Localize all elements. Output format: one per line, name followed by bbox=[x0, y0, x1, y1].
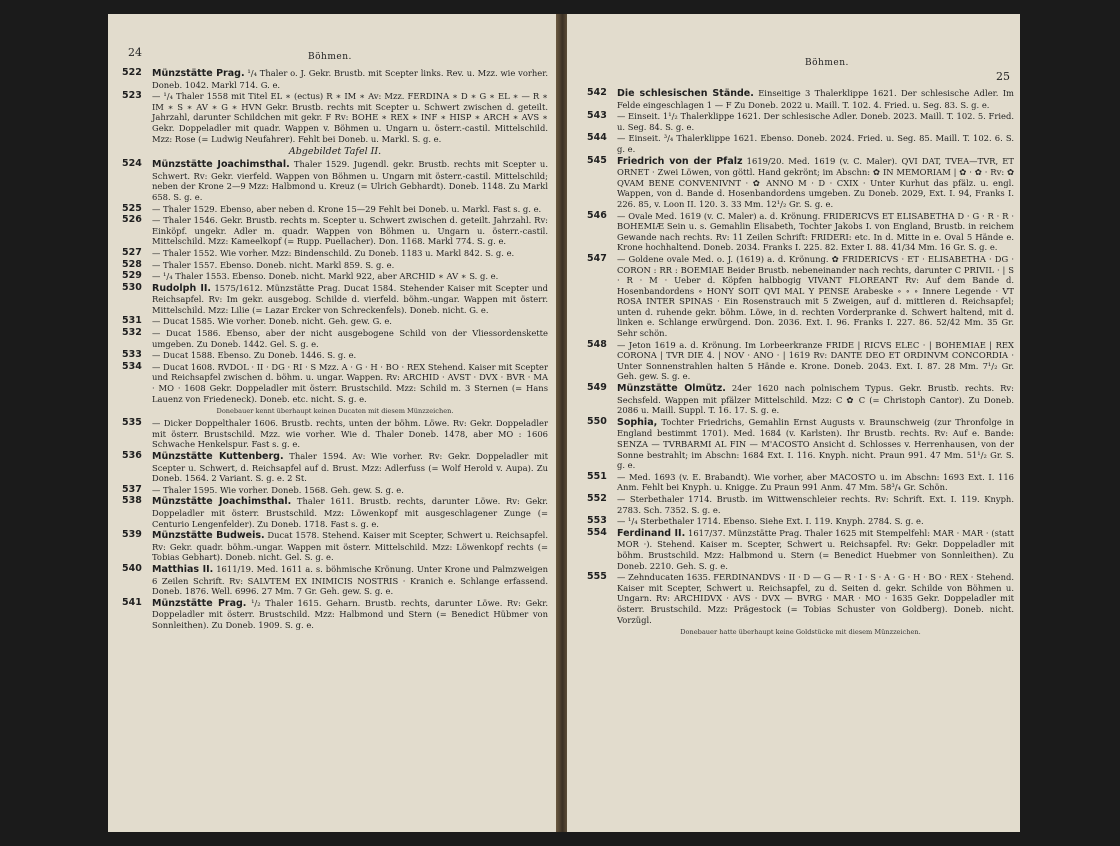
catalogue-entry bbox=[587, 88, 1014, 110]
entry-text: — Ducat 1608. RVDOL · II · DG · RI · S Mzz. A · G · H · BO · REX Stehend. Kaiser mit Scepter und Reichsapfel zwischen d. böhm. u. ungar. Wappen. Rv: ARCHID · AVST · DVX · BVR · MA · MO · 1608 Gekr. Doppeladler mit österr. Brustschild. Mzz: Schild m. 3 Sternen (= Hans Lauenz von Friedeneck). Doneb. etc. nicht. S. g. e. bbox=[152, 361, 548, 404]
entry-text: — Ducat 1588. Ebenso. Zu Doneb. 1446. S. g. e. bbox=[152, 350, 357, 361]
entry-heading: Münzstätte Prag. bbox=[152, 68, 245, 79]
entry-number: 553 bbox=[587, 515, 607, 527]
entry-text: Thaler 1529. Jugendl. gekr. Brustb. rechts mit Scepter u. Schwert. Rv: Gekr. vierfeld. Wappen von Böhmen u. Ungarn mit österr.-castil. Mittelschild; neben der Krone 2—9 Mzz: Halbmond u. Kreuz (= Ulrich Gebhardt). Doneb. 1148. Zu Markl 658. S. g. e. bbox=[152, 159, 548, 202]
catalogue-entry bbox=[122, 350, 548, 361]
catalogue-entries bbox=[587, 88, 1014, 636]
entry-number: 542 bbox=[587, 87, 607, 98]
entry-number: 538 bbox=[122, 495, 142, 507]
catalogue-entry bbox=[122, 260, 548, 271]
catalogue-entry bbox=[122, 248, 548, 259]
entry-number: 528 bbox=[122, 258, 142, 270]
catalogue-entry bbox=[122, 496, 548, 529]
entry-text: — Zehnducaten 1635. FERDINANDVS · II · D — G — R · I · S · A · G · H · BO · REX · Stehend. Kaiser mit Scepter, Schwert u. Reichsapfel, zu d. Seiten d. gekr. Schilde von Böhmen u. Ungarn. Rv: ARCHIDVX · AVS · DVX — BVRG · MAR · MO · 1635 Gekr. Doppeladler mit österr. Brustschild. Mzz: Prägestock (= Tobias Schuster von Goldberg). Doneb. nicht. Vorzügl. bbox=[617, 572, 1014, 625]
catalogue-entry bbox=[122, 68, 548, 90]
entry-number: 543 bbox=[587, 110, 607, 122]
catalogue-entry bbox=[122, 530, 548, 563]
catalogue-entry bbox=[122, 328, 548, 349]
entry-text: — Med. 1693 (v. E. Brabandt). Wie vorher, aber MACOSTO u. im Abschn: 1693 Ext. I. 116 Anm. Fehlt bei Knyph. u. Knigge. Zu Praun 991 Anm. 47 Mm. 58³/₄ Gr. Schön. bbox=[617, 471, 1014, 493]
catalogue-entries bbox=[122, 68, 548, 631]
entry-text: — Thaler 1557. Ebenso. Doneb. nicht. Markl 859. S. g. e. bbox=[152, 259, 395, 270]
page-number: 25 bbox=[996, 70, 1010, 83]
entry-number: 535 bbox=[122, 417, 142, 429]
entry-number: 555 bbox=[587, 571, 607, 583]
entry-text: — Thaler 1595. Wie vorher. Doneb. 1568. Geh. gew. S. g. e. bbox=[152, 484, 404, 495]
entry-number: 549 bbox=[587, 382, 607, 394]
entry-number: 531 bbox=[122, 315, 142, 327]
catalogue-entry bbox=[587, 111, 1014, 132]
entry-text: — Thaler 1529. Ebenso, aber neben d. Krone 15—29 Fehlt bei Doneb. u. Markl. Fast s. g. e. bbox=[152, 203, 542, 214]
entry-number: 534 bbox=[122, 360, 142, 372]
entry-number: 527 bbox=[122, 246, 142, 258]
entry-text: — Jeton 1619 a. d. Krönung. Im Lorbeerkranze FRIDE | RICVS ELEC · | BOHEMIAE | REX CORONA | TVR DIE 4. | NOV · ANO · | 1619 Rv: DANTE DEO ET ORDINVM CONCORDIA · Unter Sonnenstrahlen halten 5 Hände e. Krone. Doneb. 2043. Ext. I. 87. 28 Mm. 7¹/₂ Gr. Geh. gew. S. g. e. bbox=[617, 339, 1014, 382]
entry-number: 548 bbox=[587, 338, 607, 350]
entry-heading: Die schlesischen Stände. bbox=[617, 88, 754, 99]
entry-number: 554 bbox=[587, 526, 607, 538]
catalogue-entry bbox=[587, 572, 1014, 625]
catalogue-entry bbox=[122, 564, 548, 597]
entry-heading: Münzstätte Joachimsthal. bbox=[152, 496, 292, 508]
catalogue-entry bbox=[122, 598, 548, 631]
entry-heading: Sophia, bbox=[617, 416, 658, 428]
entry-text: ¹/₂ Thaler 1615. Geharn. Brustb. rechts, darunter Löwe. Rv: Gekr. Doppeladler mit österr. Brustschild. Mzz: Halbmond und Stern (= Benedict Hübmer von Sonnleithen). Zu Doneb. 1909. S. g. e. bbox=[152, 597, 548, 630]
entry-heading: Ferdinand II. bbox=[617, 527, 686, 539]
entry-text: Thaler 1611. Brustb. rechts, darunter Löwe. Rv: Gekr. Doppeladler mit österr. Brustschild. Mzz: Löwenkopf mit ausgeschlagener Zunge (= Centurio Lengenfelder). Zu Doneb. 1718. Fast s. g. e. bbox=[152, 496, 548, 529]
entry-heading: Matthias II. bbox=[152, 563, 214, 575]
entry-number: 541 bbox=[122, 596, 142, 608]
catalogue-entry bbox=[122, 451, 548, 484]
entry-text: — ¹/₄ Thaler 1558 mit Titel EL ∗ (ectus) R ∗ IM ∗ Av: Mzz. FERDINA ∗ D ∗ G ∗ EL ∗ — R ∗ IM ∗ S ∗ AV ∗ G ∗ HVN Gekr. Brustb. rechts mit Scepter u. Schwert zwischen d. geteilt. Jahrzahl, darunter Schildchen mit gekr. F Rv: BOHE ∗ REX ∗ INF ∗ HISP ∗ ARCH ∗ AVS ∗ Gekr. Doppeladler mit quadr. Wappen v. Böhmen u. Ungarn u. österr.-castil. Mittelschild. Mzz: Rose (= Ludwig Neufahrer). Fehlt bei Doneb. u. Markl. S. g. e. bbox=[152, 91, 548, 144]
entry-number: 550 bbox=[587, 415, 607, 427]
entry-number: 532 bbox=[122, 327, 142, 339]
entry-text: — Ducat 1586. Ebenso, aber der nicht ausgebogene Schild von der Vliessordenskette umgeben. Zu Doneb. 1442. Gel. S. g. e. bbox=[152, 328, 548, 349]
entry-number: 544 bbox=[587, 132, 607, 144]
running-head: Böhmen. bbox=[308, 52, 352, 62]
entry-number: 537 bbox=[122, 483, 142, 495]
entry-number: 523 bbox=[122, 90, 142, 102]
catalogue-entry bbox=[122, 418, 548, 450]
entry-heading: Rudolph II. bbox=[152, 282, 211, 294]
entry-text: 24er 1620 nach polnischem Typus. Gekr. Brustb. rechts. Rv: Sechsfeld. Wappen mit pfälzer Mittelschild. Mzz: C ✿ C (= Christoph Cantor). Zu Doneb. 2086 u. Maill. Suppl. T. 16. 17. S. g. e. bbox=[617, 383, 1014, 416]
entry-number: 533 bbox=[122, 349, 142, 361]
entry-text: — Ovale Med. 1619 (v. C. Maler) a. d. Krönung. FRIDERICVS ET ELISABETHA D · G · R · R · BOHEMIÆ Sein u. s. Gemahlin Elisabeth, Tochter Jakobs I. von England, Brustb. in reichem Gewande nach rechts. Rv: 11 Zeilen Schrift: FRIDERI: etc. In d. Mitte in e. Oval 5 Hände e. Krone hochhaltend. Doneb. 2034. Franks I. 225. 82. Exter I. 88. 41/34 Mm. 16 Gr. S. g. e. bbox=[617, 210, 1014, 253]
entry-text: — Goldene ovale Med. o. J. (1619) a. d. Krönung. ✿ FRIDERICVS · ET · ELISABETHA · DG · CORON : RR : BOEMIAE Beider Brustb. nebeneinander nach rechts, darunter C PRIVIL · | S · R · M · Ueber d. Köpfen halbbogig VIVANT FLOREANT Rv: Auf dem Bande d. Hosenbandordens ∘ HONY SOIT QVI MAL Y PENSE Arabeske ∘ ∘ ∘ Innere Legende · VT ROSA INTER SPINAS · Ein Rosenstrauch mit 5 Zweigen, auf d. mittleren d. Reichsapfel; unten d. ruhende gekr. böhm. Löwe, in d. rechten Vorderpranke d. Schwert haltend, mit d. linken e. Schlange erwürgend. Don. 2036. Ext. I. 96. Franks I. 227. 86. 52/42 Mm. 35 Gr. Sehr schön. bbox=[617, 253, 1014, 339]
entry-number: 551 bbox=[587, 470, 607, 482]
entry-text: — ¹/₄ Sterbethaler 1714. Ebenso. Siehe Ext. I. 119. Knyph. 2784. S. g. e. bbox=[617, 516, 924, 527]
catalogue-entry bbox=[587, 528, 1014, 571]
entry-number: 524 bbox=[122, 158, 142, 170]
page-number: 24 bbox=[128, 46, 142, 59]
entry-text: — Dicker Doppelthaler 1606. Brustb. rechts, unten der böhm. Löwe. Rv: Gekr. Doppeladler mit österr. Brustschild. Mzz. wie vorher. Wie d. Thaler Doneb. 1478, aber MO : 1606 Schwache Henkelspur. Fast s. g. e. bbox=[152, 418, 548, 450]
footnote: Donebauer kennt überhaupt keinen Ducaten mit diesem Münzzeichen. bbox=[216, 407, 454, 416]
running-head: Böhmen. bbox=[805, 58, 849, 68]
entry-number: 545 bbox=[587, 154, 607, 166]
entry-text: Ducat 1578. Stehend. Kaiser mit Scepter, Schwert u. Reichsapfel. Rv: Gekr. quadr. böhm.-ungar. Wappen mit österr. Mittelschild. Mzz: Löwenkopf rechts (= Tobias Gebhart). Doneb. nicht. Gel. S. g. e. bbox=[152, 530, 548, 563]
entry-heading: Münzstätte Kuttenberg. bbox=[152, 451, 284, 462]
catalogue-entry bbox=[587, 494, 1014, 515]
entry-number: 536 bbox=[122, 450, 142, 461]
entry-text: 1619/20. Med. 1619 (v. C. Maler). QVI DAT, TVEA—TVR, ET ORNET · Zwei Löwen, von göttl. Hand gekrönt; im Abschn: ✿ IN MEMORIAM | ✿ · ✿ · Rv: ✿ QVAM BENE CONVENIVNT · ✿ ANNO M · D · CXIX · Unter Kurhut das pfälz. u. engl. Wappen, von d. Bande d. Hosenbandordens umgeben. Zu Doneb. 2029, Ext. I. 94, Franks I. 226. 85, v. Loon II. 120. 3. 33 Mm. 12¹/₂ Gr. S. g. e. bbox=[617, 155, 1014, 209]
catalogue-entry bbox=[122, 271, 548, 282]
catalogue-entry bbox=[587, 383, 1014, 416]
entry-number: 539 bbox=[122, 529, 142, 541]
catalogue-entry bbox=[587, 516, 1014, 527]
catalogue-entry bbox=[122, 91, 548, 144]
entry-number: 522 bbox=[122, 67, 142, 78]
entry-number: 526 bbox=[122, 214, 142, 226]
catalogue-entry bbox=[587, 211, 1014, 253]
entry-heading: Münzstätte Olmütz. bbox=[617, 383, 726, 395]
catalogue-entry bbox=[122, 159, 548, 202]
entry-number: 547 bbox=[587, 252, 607, 264]
entry-heading: Münzstätte Budweis. bbox=[152, 530, 265, 542]
entry-text: ¹/₄ Thaler o. J. Gekr. Brustb. mit Scepter links. Rev. u. Mzz. wie vorher. Doneb. 1042. Markl 714. G. e. bbox=[152, 68, 548, 90]
entry-text: — Ducat 1585. Wie vorher. Doneb. nicht. Geh. gew. G. e. bbox=[152, 316, 392, 327]
entry-number: 529 bbox=[122, 270, 142, 282]
entry-text: 1575/1612. Münzstätte Prag. Ducat 1584. Stehender Kaiser mit Scepter und Reichsapfel. Rv: Im gekr. ausgebog. Schilde d. vierfeld. böhm.-ungar. Wappen mit österr. Mittelschild. Mzz: Lilie (= Lazar Ercker von Schreckenfels). Doneb. nicht. G. e. bbox=[152, 282, 548, 315]
catalogue-entry bbox=[587, 340, 1014, 382]
footnote: Donebauer hatte überhaupt keine Goldstücke mit diesem Münzzeichen. bbox=[680, 628, 921, 637]
entry-text: — Thaler 1552. Wie vorher. Mzz: Bindenschild. Zu Doneb. 1183 u. Markl 842. S. g. e. bbox=[152, 247, 515, 258]
entry-text: — Sterbethaler 1714. Brustb. im Wittwenschleier rechts. Rv: Schrift. Ext. I. 119. Knyph. 2783. Sch. 7352. S. g. e. bbox=[617, 493, 1014, 515]
catalogue-entry bbox=[122, 204, 548, 215]
catalogue-entry bbox=[587, 133, 1014, 154]
catalogue-entry bbox=[587, 254, 1014, 339]
entry-text: 1611/19. Med. 1611 a. s. böhmische Krönung. Unter Krone und Palmzweigen 6 Zeilen Schrift. Rv: SALVTEM EX INIMICIS NOSTRIS · Kranich e. Schlange erfassend. Doneb. 1876. Well. 6996. 27 Mm. 7 Gr. Geh. gew. S. g. e. bbox=[152, 563, 548, 597]
catalogue-entry bbox=[122, 362, 548, 404]
entry-text: — ¹/₄ Thaler 1553. Ebenso. Doneb. nicht. Markl 922, aber ARCHID ∗ AV ∗ S. g. e. bbox=[152, 271, 499, 282]
entry-text: — Einseit. ³/₄ Thalerklippe 1621. Ebenso. Doneb. 2024. Fried. u. Seg. 85. Maill. T. 102. 6. S. g. e. bbox=[617, 133, 1014, 154]
catalogue-entry bbox=[122, 283, 548, 316]
entry-text: — Einseit. 1¹/₂ Thalerklippe 1621. Der schlesische Adler. Doneb. 2023. Maill. T. 102. 5. Fried. u. Seg. 84. S. g. e. bbox=[617, 111, 1014, 132]
entry-heading: Münzstätte Prag. bbox=[152, 597, 247, 609]
catalogue-entry bbox=[587, 472, 1014, 493]
entry-text: — Thaler 1546. Gekr. Brustb. rechts m. Scepter u. Schwert zwischen d. geteilt. Jahrzahl. Rv: Einköpf. ungekr. Adler m. quadr. Wappen von Böhmen u. Ungarn u. österr.-castil. Mittelschild. Mzz: Kameelkopf (= Rupp. Puellacher). Don. 1168. Markl 774. S. g. e. bbox=[152, 215, 548, 247]
catalogue-entry bbox=[587, 417, 1014, 471]
entry-heading: Friedrich von der Pfalz bbox=[617, 155, 743, 167]
catalogue-entry bbox=[122, 485, 548, 496]
catalogue-entry bbox=[587, 156, 1014, 210]
entry-text: Einseitige 3 Thalerklippe 1621. Der schlesische Adler. Im Felde eingeschlagen 1 — F Zu Doneb. 2022 u. Maill. T. 102. 4. Fried. u. Seg. 83. S. g. e. bbox=[617, 88, 1015, 110]
right-page bbox=[567, 14, 1020, 832]
left-page bbox=[108, 14, 558, 832]
entry-number: 546 bbox=[587, 209, 607, 221]
entry-number: 552 bbox=[587, 492, 607, 504]
catalogue-entry bbox=[122, 215, 548, 247]
entry-text: Tochter Friedrichs, Gemahlin Ernst Augusts v. Braunschweig (zur Thronfolge in England bestimmt 1701). Med. 1684 (v. Karlsten). Ihr Brustb. rechts. Rv: Auf e. Bande: SENZA — TVRBARMI AL FIN — M'ACOSTO Ansicht d. Schlosses v. Herrenhausen, von der Sonne bestrahlt; im Abschn: 1684 Ext. I. 116. Knyph. nicht. Praun 991. 47 Mm. 51¹/₂ Gr. S. g. e. bbox=[617, 416, 1014, 471]
entry-number: 530 bbox=[122, 281, 142, 293]
entry-heading: Münzstätte Joachimsthal. bbox=[152, 159, 290, 171]
catalogue-entry bbox=[122, 316, 548, 327]
entry-text: 1617/37. Münzstätte Prag. Thaler 1625 mit Stempelfehl: MAR · MAR · (statt MOR ·). Stehend. Kaiser m. Scepter, Schwert u. Reichsapfel. Rv: Gekr. Doppeladler mit böhm. Brustschild. Mzz: Halbmond u. Stern (= Benedict Huebmer von Sonnleithen). Zu Doneb. 2210. Geh. S. g. e. bbox=[617, 527, 1014, 571]
plate-reference: Abgebildet Tafel II. bbox=[288, 146, 382, 158]
entry-text: Thaler 1594. Av: Wie vorher. Rv: Gekr. Doppeladler mit Scepter u. Schwert, d. Reichsapfel auf d. Brust. Mzz: Adlerfuss (= Wolf Herold v. Aupa). Zu Doneb. 1564. 2 Variant. S. g. e. 2 St. bbox=[152, 451, 548, 484]
entry-number: 540 bbox=[122, 562, 142, 574]
entry-number: 525 bbox=[122, 202, 142, 214]
